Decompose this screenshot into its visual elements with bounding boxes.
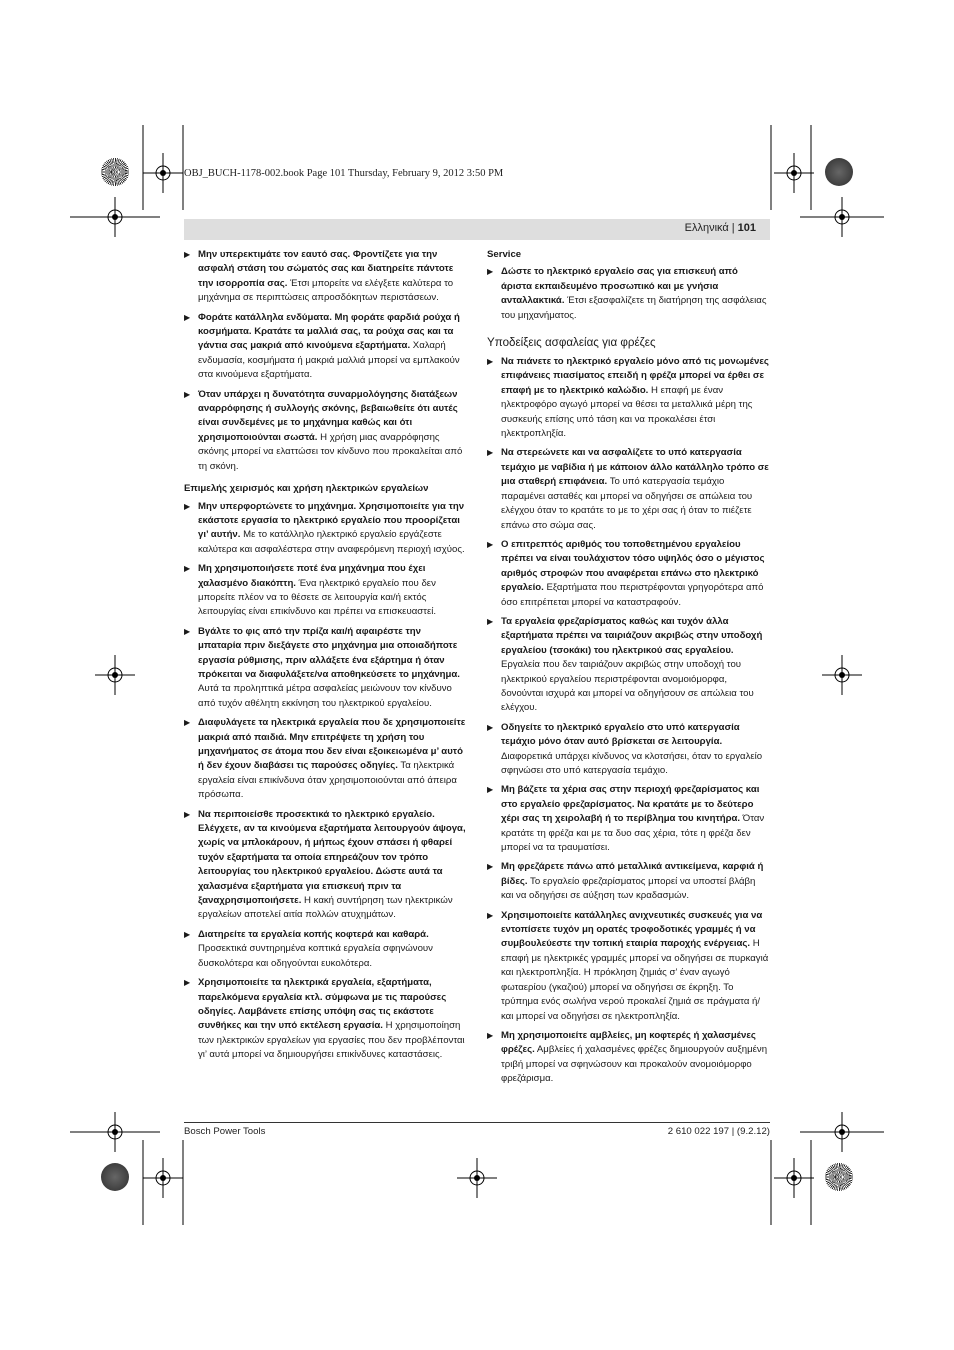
registration-mark-icon [822, 197, 862, 237]
safety-item-instruction: Οδηγείτε το ηλεκτρικό εργαλείο στο υπό κατεργασία τεμάχιο μόνο όταν αυτό βρίσκεται σε λειτουργία. [501, 721, 740, 748]
safety-item [184, 311, 466, 383]
registration-mark-icon [774, 153, 814, 193]
router-safety-items [487, 355, 769, 1087]
safety-item-explanation: Το υπό κατεργασία τεμάχιο παραμένει ασταθές και μπορεί να οδηγήσει σε απώλεια του ελέγχου όταν το κρατάτε το με το χέρι σας ή όταν το πιέζετε επάνω στο σώμα σας. [501, 476, 753, 531]
safety-item-instruction: Μην υπερεκτιμάτε τον εαυτό σας. Φροντίζετε για την ασφαλή στάση του σώματός σας και διατηρείτε πάντοτε την ισορροπία σας. [198, 249, 454, 289]
safety-item-explanation: Το εργαλείο φρεζαρίσματος μπορεί να υποστεί βλάβη και να οδηγήσει σε αύξηση των κραδασμών. [501, 875, 756, 902]
safety-item-explanation: Χαλαρή ενδυμασία, κοσμήματα ή μακριά μαλλιά μπορεί να εμπλακούν στα κινούμενα εξαρτήματα. [198, 340, 460, 381]
safety-item-explanation: Η επαφή με έναν ηλεκτροφόρο αγωγό μπορεί να θέσει τα μεταλλικά μέρη της συσκευής επίσης υπό τάση και να προκαλέσει έτσι ηλεκτροπληξία. [501, 384, 753, 440]
registration-mark-icon [457, 1158, 497, 1198]
bullet-arrow-icon: ▶ [184, 978, 191, 988]
bullet-arrow-icon: ▶ [487, 448, 494, 458]
safety-item-explanation: Έτσι μπορείτε να ελέγξετε καλύτερα το μηχάνημα σε περιπτώσεις απροσδόκητων περιστάσεων. [198, 277, 454, 304]
safety-item [487, 721, 769, 779]
safety-item-explanation: Προσεκτικά συντηρημένα κοπτικά εργαλεία σφηνώνουν δυσκολότερα και οδηγούνται ευκολότερα. [198, 943, 433, 969]
safety-item [184, 976, 466, 1062]
safety-item-explanation: Ένα ηλεκτρικό εργαλείο που δεν μπορείτε πλέον να το θέσετε σε λειτουργία και/ή εκτός λειτουργίας είναι επικίνδυνο και πρέπει να επισκευαστεί. [198, 577, 437, 618]
safety-item [487, 446, 769, 532]
safety-item-instruction: Να πιάνετε το ηλεκτρικό εργαλείο μόνο από τις μονωμένες επιφάνειες πιασίματος επειδή η φρέζα μπορεί να έρθει σε επαφή με το ηλεκτρικό καλώδιο. [501, 356, 769, 396]
registration-mark-icon [822, 655, 862, 695]
safety-item-explanation: Η χρησιμοποίηση των ηλεκτρικών εργαλείων για εργασίες που δεν προβλέπονται γι’ αυτά μπορεί να δημιουργήσει επικίνδυνες καταστάσεις. [198, 1020, 465, 1061]
safety-item [184, 500, 466, 558]
safety-item [487, 615, 769, 716]
footer-doc-number: 2 610 022 197 | (9.2.12) [667, 1126, 770, 1137]
safety-item [487, 909, 769, 1024]
safety-item [184, 248, 466, 306]
safety-item-explanation: Με το κατάλληλο ηλεκτρικό εργαλείο εργάζεστε καλύτερα και ασφαλέστερα στην αναφερόμενη περιοχή ισχύος. [198, 529, 465, 555]
bullet-arrow-icon: ▶ [184, 626, 191, 636]
safety-item-explanation: Διαφορετικά υπάρχει κίνδυνος να κλοτσήσει, όταν το εργαλείο σφηνώσει στο υπό κατεργασία τεμάχιο. [501, 750, 763, 776]
safety-item-instruction: Φοράτε κατάλληλα ενδύματα. Μη φοράτε φαρδιά ρούχα ή κοσμήματα. Κρατάτε τα μαλλιά σας, τα ρούχα σας και τα γάντια σας μακριά από κινούμενα εξαρτήματα. [198, 311, 460, 352]
print-info-line: OBJ_BUCH-1178-002.book Page 101 Thursday, February 9, 2012 3:50 PM [184, 168, 504, 179]
safety-item-instruction: Μη φρεζάρετε πάνω από μεταλλικά αντικείμενα, καρφιά ή βίδες. [501, 861, 764, 887]
safety-item-instruction: Να περιποιείσθε προσεκτικά το ηλεκτρικό εργαλείο. Ελέγχετε, αν τα κινούμενα εξαρτήματα λειτουργούν άψογα, χωρίς να μπλοκάρουν, ή μήπως έχουν σπάσει ή φθαρεί τυχόν εξαρτήματα τα οποία επηρεάζουν τον τρόπο λειτουργίας του ηλεκτρικού εργαλείου. Δώστε αυτά τα χαλασμένα εξαρτήματα για επισκευή πριν τα ξαναχρησιμοποιήσετε. [198, 808, 466, 907]
safety-item-instruction: Μη χρησιμοποιήσετε ποτέ ένα μηχάνημα που έχει χαλασμένο διακόπτη. [198, 563, 426, 589]
registration-mark-icon [95, 655, 135, 695]
registration-rosette-icon [101, 1163, 129, 1191]
service-subheading: Service [487, 249, 522, 260]
safety-item [184, 562, 466, 620]
safety-item-instruction: Όταν υπάρχει η δυνατότητα συναρμολόγησης διατάξεων αναρρόφησης ή συλλογής σκόνης, βεβαιωθείτε ότι αυτές είναι συνδεμένες με το μηχάνημα καθώς και ότι χρησιμοποιούνται σωστά. [198, 388, 458, 443]
safety-item-explanation: Αμβλείες ή χαλασμένες φρέζες δημιουργούν αυξημένη τριβή μπορεί να σφηνώσουν και προκαλούν ανομοιόμορφο φρεζάρισμα. [501, 1044, 768, 1085]
safety-item [487, 265, 769, 323]
safety-item-instruction: Τα εργαλεία φρεζαρίσματος καθώς και τυχόν άλλα εξαρτήματα πρέπει να ταιριάζουν ακριβώς στην υποδοχή εργαλείου (τσοκάκι) του ηλεκτρικού σας εργαλείου. [501, 615, 763, 656]
safety-item [184, 928, 466, 971]
header-text [685, 222, 756, 234]
bullet-arrow-icon: ▶ [487, 862, 494, 872]
safety-item-instruction: Δώστε το ηλεκτρικό εργαλείο σας για επισκευή από άριστα εκπαιδευμένο προσωπικό και με γνήσια ανταλλακτικά. [501, 266, 738, 307]
page-number: 101 [737, 222, 756, 234]
safety-item-instruction: Μη χρησιμοποιείτε αμβλείες, μη κοφτερές ή χαλασμένες φρέζες. [501, 1029, 756, 1056]
service-items [487, 265, 769, 323]
safety-item-instruction: Μην υπερφορτώνετε το μηχάνημα. Χρησιμοποιείτε για την εκάστοτε εργασία το ηλεκτρικό εργαλείο που προορίζεται γι’ αυτήν. [198, 500, 465, 541]
left-items-bottom [184, 500, 466, 1063]
bullet-arrow-icon: ▶ [487, 539, 494, 549]
safety-item-explanation: Η κακή συντήρηση των ηλεκτρικών εργαλείων αποτελεί αιτία πολλών ατυχημάτων. [198, 895, 453, 921]
registration-mark-icon [822, 1112, 862, 1152]
bullet-arrow-icon: ▶ [184, 501, 191, 511]
bullet-arrow-icon: ▶ [487, 616, 494, 626]
safety-item-instruction: Ο επιτρεπτός αριθμός του τοποθετημένου εργαλείου πρέπει να είναι τουλάχιστον τόσο υψηλός όσο ο μέγιστος αριθμός στροφών που αναφέρεται επάνω στο ηλεκτρικό εργαλείο. [501, 538, 765, 594]
right-column [487, 248, 769, 1092]
safety-item-explanation: Αυτά τα προληπτικά μέτρα ασφαλείας μειώνουν τον κίνδυνο από τυχόν αθέλητη εκκίνηση του ηλεκτρικού εργαλείου. [198, 683, 452, 709]
safety-item [184, 625, 466, 711]
footer-rule [184, 1122, 770, 1123]
registration-mark-icon [143, 153, 183, 193]
safety-item [487, 783, 769, 855]
safety-item-explanation: Έτσι εξασφαλίζετε τη διατήρηση της ασφάλειας του μηχανήματος. [501, 295, 767, 321]
bullet-arrow-icon: ▶ [487, 1030, 494, 1040]
bullet-arrow-icon: ▶ [487, 357, 494, 367]
bullet-arrow-icon: ▶ [184, 929, 191, 939]
registration-mark-icon [143, 1158, 183, 1198]
bullet-arrow-icon: ▶ [184, 250, 191, 259]
safety-item-explanation: Όταν κρατάτε τη φρέζα και με τα δυο σας χέρια, τότε η φρέζα δεν μπορεί να τα τραυματίσει. [501, 813, 765, 854]
safety-item-instruction: Διατηρείτε τα εργαλεία κοπής κοφτερά και καθαρά. [198, 928, 429, 940]
safety-item-explanation: Εξαρτήματα που περιστρέφονται γρηγορότερα από όσο επιτρέπεται μπορεί να καταστραφούν. [501, 582, 764, 608]
bullet-arrow-icon: ▶ [487, 267, 494, 277]
safety-item [487, 538, 769, 610]
safety-item-instruction: Χρησιμοποιείτε τα ηλεκτρικά εργαλεία, εξαρτήματα, παρελκόμενα εργαλεία κτλ. σύμφωνα με τις παρούσες οδηγίες. Λαμβάνετε επίσης υπόψη σας τις εκάστοτε συνθήκες και την υπό εκτέλεση εργασία. [198, 977, 447, 1032]
router-safety-heading: Υποδείξεις ασφαλείας για φρέζες [487, 336, 656, 350]
safety-item [487, 1029, 769, 1087]
left-subheading: Επιμελής χειρισμός και χρήση ηλεκτρικών εργαλείων [184, 483, 429, 495]
safety-item-explanation: Η χρήση μιας αναρρόφησης σκόνης μπορεί να ελαττώσει τον κίνδυνο που προκαλείται από τη σκόνη. [198, 431, 463, 472]
registration-rosette-icon [101, 158, 129, 186]
safety-item-instruction: Να στερεώνετε και να ασφαλίζετε το υπό κατεργασία τεμάχιο με ναβίδια ή με κάποιον άλλο κατάλληλο τρόπο σε μια σταθερή επιφάνεια. [501, 447, 769, 488]
left-column [184, 248, 466, 1068]
registration-mark-icon [95, 197, 135, 237]
safety-item [184, 808, 466, 923]
bullet-arrow-icon: ▶ [184, 718, 191, 728]
safety-item-instruction: Βγάλτε το φις από την πρίζα και/ή αφαιρέστε την μπαταρία πριν διεξάγετε στο μηχάνημα μια οποιαδήποτε εργασία ρύθμισης, πριν αλλάξετε ένα εξάρτημα ή όταν πρόκειται να διαφυλάξετε/να αποθηκεύσετε το μηχάνημα. [198, 625, 460, 680]
safety-item-instruction: Χρησιμοποιείτε κατάλληλες ανιχνευτικές συσκευές για να εντοπίσετε τυχόν μη ορατές τροφοδοτικές γραμμές ή να συμβουλεύεστε την τοπική εταιρία παροχής ενέργειας. [501, 909, 763, 950]
page-header [184, 219, 770, 240]
registration-mark-icon [774, 1158, 814, 1198]
left-items-top [184, 248, 466, 474]
safety-item [184, 716, 466, 802]
bullet-arrow-icon: ▶ [184, 312, 191, 322]
bullet-arrow-icon: ▶ [487, 722, 494, 732]
safety-item-explanation: Η επαφή με ηλεκτρικές γραμμές μπορεί να οδηγήσει σε πυρκαγιά και ηλεκτροπληξία. Η πρόκληση ζημιάς σ’ έναν αγωγό φωταερίου (γκαζιού) μπορεί να οδηγήσει σε έκρηξη. Το τρύπημα ενός σωλήνα νερού προκαλεί ζημιά σε πράγματα ή/και μπορεί να οδηγήσει σε ηλεκτροπληξία. [501, 938, 769, 1022]
bullet-arrow-icon: ▶ [487, 785, 494, 795]
safety-item-explanation: Τα ηλεκτρικά εργαλεία είναι επικίνδυνα όταν χρησιμοποιούνται από άπειρα πρόσωπα. [198, 760, 457, 801]
safety-item [487, 860, 769, 903]
bullet-arrow-icon: ▶ [487, 910, 494, 920]
registration-mark-icon [95, 1112, 135, 1152]
safety-item [184, 388, 466, 474]
header-separator: | [731, 222, 735, 234]
footer-brand: Bosch Power Tools [184, 1126, 266, 1137]
header-language: Ελληνικά [684, 222, 729, 234]
safety-item [487, 355, 769, 441]
registration-rosette-icon [825, 1163, 853, 1191]
registration-rosette-icon [825, 158, 853, 186]
safety-item-instruction: Μη βάζετε τα χέρια σας στην περιοχή φρεζαρίσματος και στο εργαλείο φρεζαρίσματος. Να κρατάτε με το δεύτερο χέρι σας τη χειρολαβή ή το περίβλημα του κινητήρα. [501, 784, 760, 825]
safety-item-instruction: Διαφυλάγετε τα ηλεκτρικά εργαλεία που δε χρησιμοποιείτε μακριά από παιδιά. Μην επιτρέψετε τη χρήση του μηχανήματος σε άτομα που δεν είναι εξοικειωμένα μ’ αυτό ή δεν έχουν διαβάσει τις παρούσες οδηγίες. [198, 717, 466, 772]
safety-item-explanation: Εργαλεία που δεν ταιριάζουν ακριβώς στην υποδοχή του ηλεκτρικού εργαλείου περιστρέφονται ανομοιόμορφα, δονούνται ισχυρά και μπορεί να οδηγήσουν σε απώλεια του ελέγχου. [501, 659, 754, 714]
bullet-arrow-icon: ▶ [184, 809, 191, 819]
bullet-arrow-icon: ▶ [184, 564, 191, 574]
bullet-arrow-icon: ▶ [184, 389, 191, 399]
